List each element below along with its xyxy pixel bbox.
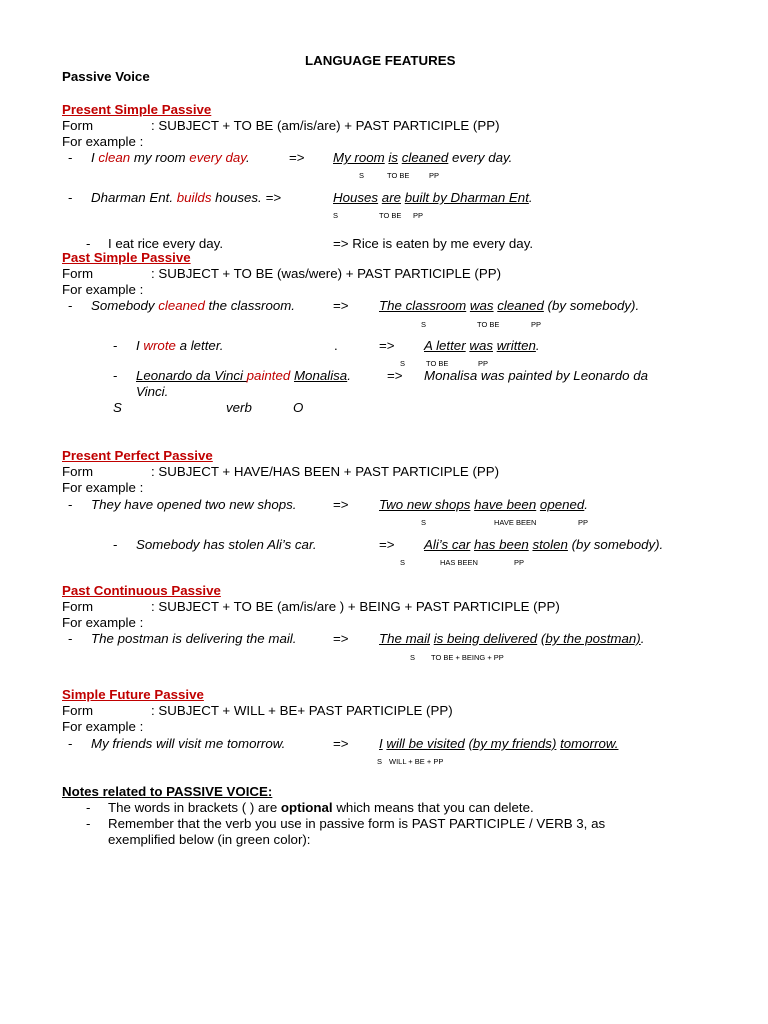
label-pp: PP — [478, 359, 489, 368]
label-subject: S — [410, 653, 416, 662]
section-heading-present-perfect: Present Perfect Passive — [62, 448, 213, 463]
form-formula: : SUBJECT + TO BE (am/is/are) + PAST PARTICIPLE (PP) — [151, 118, 500, 133]
form-label: Form — [62, 599, 94, 614]
list-dash: - — [113, 537, 118, 552]
form-label: Form — [62, 266, 94, 281]
list-dash: - — [68, 631, 73, 646]
label-pp: PP — [578, 518, 589, 527]
label-to-be: TO BE — [426, 359, 449, 368]
label-to-be: TO BE — [387, 171, 410, 180]
for-example-label: For example : — [62, 134, 144, 149]
label-to-be-being-pp: TO BE + BEING + PP — [431, 653, 504, 662]
note-past-participle-continued: exemplified below (in green color): — [108, 832, 311, 847]
label-subject: S — [400, 359, 406, 368]
stray-period: . — [334, 338, 338, 353]
note-optional-brackets: The words in brackets ( ) are optional which means that you can delete. — [108, 800, 534, 815]
form-label: Form — [62, 464, 94, 479]
section-heading-simple-future: Simple Future Passive — [62, 687, 204, 702]
for-example-label: For example : — [62, 282, 144, 297]
form-formula: : SUBJECT + WILL + BE+ PAST PARTICIPLE (PP) — [151, 703, 453, 718]
label-will-be-pp: WILL + BE + PP — [389, 757, 444, 766]
passive-sentence: Ali’s car has been stolen (by somebody). — [424, 537, 664, 552]
form-formula: : SUBJECT + TO BE (am/is/are ) + BEING + PAST PARTICIPLE (PP) — [151, 599, 560, 614]
active-sentence: The postman is delivering the mail. — [91, 631, 297, 646]
label-subject: S — [113, 400, 122, 415]
list-dash: - — [86, 236, 91, 251]
active-sentence: They have opened two new shops. — [91, 497, 297, 512]
label-has-been: HAS BEEN — [440, 558, 478, 567]
label-pp: PP — [413, 211, 424, 220]
label-pp: PP — [429, 171, 440, 180]
arrow: => — [333, 497, 349, 512]
list-dash: - — [68, 150, 73, 165]
arrow: => — [379, 537, 395, 552]
active-sentence: I eat rice every day. — [108, 236, 224, 251]
label-subject: S — [333, 211, 339, 220]
active-sentence: Dharman Ent. builds houses. => — [91, 190, 281, 205]
list-dash: - — [68, 497, 73, 512]
notes-heading: Notes related to PASSIVE VOICE: — [62, 784, 273, 799]
arrow: => — [387, 368, 403, 383]
passive-sentence: A letter was written. — [424, 338, 540, 353]
section-heading-past-continuous: Past Continuous Passive — [62, 583, 221, 598]
list-dash: - — [113, 368, 118, 383]
list-dash: - — [86, 816, 91, 831]
label-pp: PP — [514, 558, 525, 567]
label-have-been: HAVE BEEN — [494, 518, 537, 527]
active-sentence: Somebody cleaned the classroom. — [91, 298, 296, 313]
passive-sentence: Houses are built by Dharman Ent. — [333, 190, 533, 205]
label-pp: PP — [531, 320, 542, 329]
form-label: Form — [62, 118, 94, 133]
section-heading-present-simple: Present Simple Passive — [62, 102, 212, 117]
label-verb: verb — [226, 400, 252, 415]
form-formula: : SUBJECT + HAVE/HAS BEEN + PAST PARTICIPLE (PP) — [151, 464, 500, 479]
note-past-participle: Remember that the verb you use in passive form is PAST PARTICIPLE / VERB 3, as — [108, 816, 606, 831]
for-example-label: For example : — [62, 615, 144, 630]
label-subject: S — [359, 171, 365, 180]
for-example-label: For example : — [62, 719, 144, 734]
form-formula: : SUBJECT + TO BE (was/were) + PAST PARTICIPLE (PP) — [151, 266, 502, 281]
arrow: => — [289, 150, 305, 165]
label-subject: S — [421, 320, 427, 329]
for-example-label: For example : — [62, 480, 144, 495]
list-dash: - — [68, 190, 73, 205]
passive-sentence: My room is cleaned every day. — [333, 150, 513, 165]
arrow: => — [333, 736, 349, 751]
active-sentence: Somebody has stolen Ali’s car. — [136, 537, 317, 552]
list-dash: - — [68, 736, 73, 751]
label-subject: S — [400, 558, 406, 567]
passive-sentence: Two new shops have been opened. — [379, 497, 588, 512]
active-sentence: I clean my room every day. — [91, 150, 250, 165]
passive-sentence: => Rice is eaten by me every day. — [333, 236, 534, 251]
passive-sentence: I will be visited (by my friends) tomorrow. — [379, 736, 619, 751]
passive-sentence: Monalisa was painted by Leonardo da — [424, 368, 648, 383]
passive-sentence: The classroom was cleaned (by somebody). — [379, 298, 640, 313]
list-dash: - — [68, 298, 73, 313]
section-heading-past-simple: Past Simple Passive — [62, 250, 191, 265]
label-object: O — [293, 400, 304, 415]
form-label: Form — [62, 703, 94, 718]
list-dash: - — [86, 800, 91, 815]
passive-sentence-continued: Vinci. — [136, 384, 169, 399]
label-to-be: TO BE — [477, 320, 500, 329]
label-subject: S — [421, 518, 427, 527]
active-sentence: My friends will visit me tomorrow. — [91, 736, 286, 751]
arrow: => — [333, 298, 349, 313]
passive-sentence: The mail is being delivered (by the postman). — [379, 631, 645, 646]
arrow: => — [379, 338, 395, 353]
active-sentence: Leonardo da Vinci painted Monalisa. — [136, 368, 351, 383]
label-subject: S — [377, 757, 383, 766]
arrow: => — [333, 631, 349, 646]
list-dash: - — [113, 338, 118, 353]
page-title: LANGUAGE FEATURES — [305, 53, 456, 68]
active-sentence: I wrote a letter. — [136, 338, 224, 353]
label-to-be: TO BE — [379, 211, 402, 220]
page-subtitle: Passive Voice — [62, 69, 150, 84]
